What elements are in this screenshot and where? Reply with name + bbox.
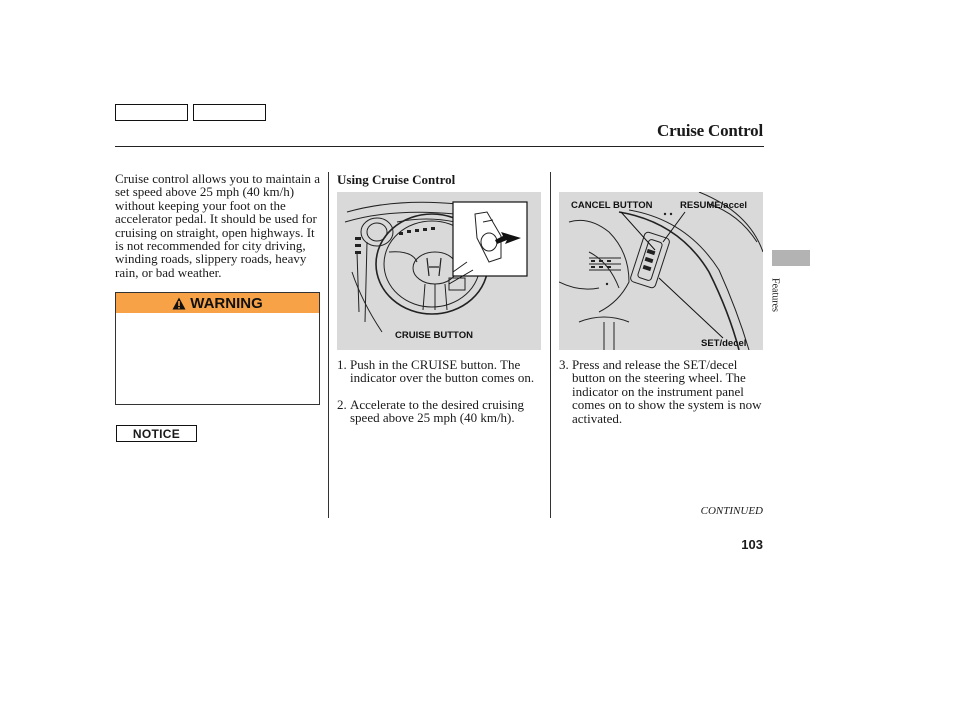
step-3 (559, 358, 764, 425)
section-thumb-tab[interactable] (772, 250, 810, 266)
title-rule (115, 146, 764, 147)
notice-label: NOTICE (132, 426, 181, 441)
step-1 (337, 358, 547, 385)
step-number: 2. (337, 397, 347, 412)
nav-tab-right[interactable] (193, 104, 266, 121)
step-number: 1. (337, 357, 347, 372)
column-divider-2 (550, 172, 551, 518)
column-divider-1 (328, 172, 329, 518)
warning-triangle-icon (172, 297, 186, 310)
warning-header (116, 293, 319, 313)
step-2 (337, 398, 547, 425)
section-heading: Using Cruise Control (337, 172, 456, 187)
nav-tab-left[interactable] (115, 104, 188, 121)
steering-buttons-illustration (559, 192, 763, 350)
page-number: 103 (741, 537, 763, 552)
section-side-label (767, 270, 783, 320)
section-side-label-text: Features (769, 278, 781, 312)
page-title: Cruise Control (657, 121, 763, 140)
steering-wheel-figure (337, 192, 541, 350)
warning-label: WARNING (190, 294, 263, 312)
step-text: Press and release the SET/decel button on the steering wheel. The indicator on the instrument panel comes on to show the system is now activated. (572, 357, 762, 426)
continued-note: CONTINUED (700, 505, 763, 517)
set-decel-label: SET/decel (701, 338, 747, 349)
step-text: Push in the CRUISE button. The indicator over the button comes on. (350, 357, 535, 386)
intro-paragraph: Cruise control allows you to maintain a set speed above 25 mph (40 km/h) without keeping your foot on the accelerator pedal. It should be used for cruising on straight, open highways. It is not recommended for city driving, winding roads, slippery roads, heavy rain, or bad weather. (115, 171, 321, 280)
notice-box (116, 425, 197, 442)
cruise-button-label: CRUISE BUTTON (395, 330, 473, 341)
cancel-button-label: CANCEL BUTTON (571, 200, 653, 211)
resume-accel-label: RESUME/accel (680, 200, 748, 211)
steering-wheel-illustration (337, 192, 541, 350)
step-number: 3. (559, 357, 569, 372)
steering-buttons-figure (559, 192, 763, 350)
warning-box (115, 292, 320, 405)
step-text: Accelerate to the desired cruising speed above 25 mph (40 km/h). (350, 397, 524, 426)
